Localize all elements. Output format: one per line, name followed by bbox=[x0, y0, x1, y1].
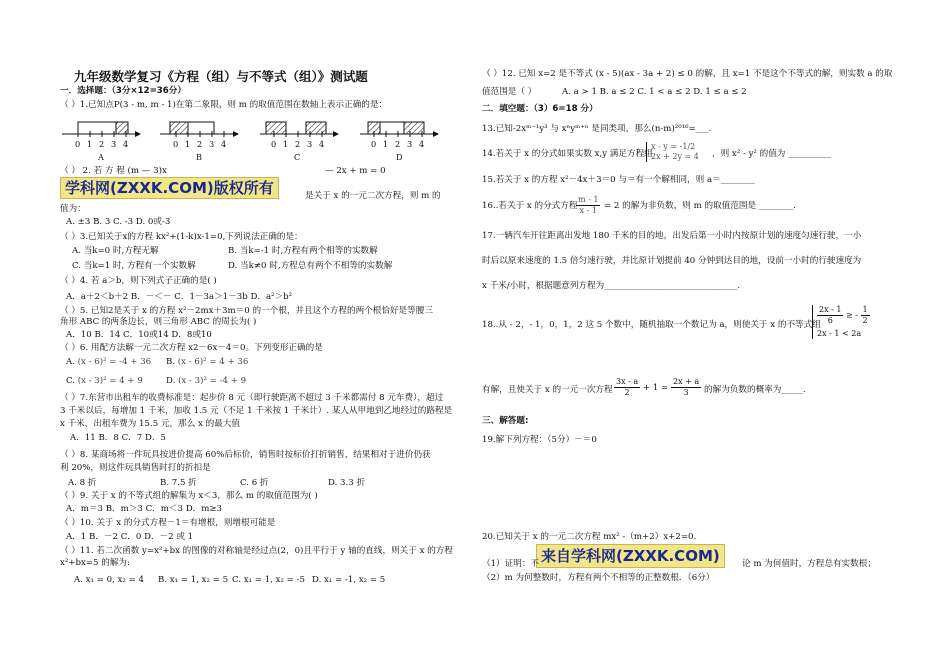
question-20: 20.已知关于 x 的一元二次方程 mx² -（m+2）x+2=0. bbox=[482, 532, 697, 542]
question-8-option-c: C. 6 折 bbox=[240, 478, 269, 488]
section-fill-heading: 二．填空题：（3）6=18 分） bbox=[482, 104, 598, 114]
question-20-part-2: （2）m 为何整数时，方程有两个不相等的正整数根．（6分） bbox=[482, 573, 715, 583]
question-3-option-c: C. 当k=1 时, 方程有一个实数解 bbox=[72, 261, 196, 271]
question-11-option-a: A. x₁ = 0, x₂ = 4 bbox=[74, 575, 144, 585]
question-14-start: 14.若关于 x 的分式如果实数 x,y 满足方程组 bbox=[482, 149, 653, 159]
question-1: （ ）1.已知点P(3 - m, m - 1)在第二象限，则 m 的取值范围在数轴上表示正确的是： bbox=[60, 100, 388, 110]
question-10: （ ）10. 关于 x 的分式方程－1＝有增根，则增根可能是 bbox=[60, 518, 276, 528]
tick-label: 0 bbox=[271, 139, 277, 149]
tick-label: 2 bbox=[395, 139, 401, 149]
q18-inequality-2: 2x - 1 < 2a bbox=[817, 329, 862, 338]
tick-label: 2 bbox=[99, 139, 105, 149]
question-11-line-1: （ ）11. 若二次函数 y=x²+bx 的图像的对称轴是经过点(2，0)且平行于 y 轴的直线，则关于 x 的方程 bbox=[60, 546, 453, 556]
tick-label: 0 bbox=[371, 139, 377, 149]
q1-option-c-label: C bbox=[294, 152, 301, 162]
question-9: （ ）9. 关于 x 的不等式组的解集为 x＜3，那么 m 的取值范围为( ) bbox=[60, 491, 318, 501]
tick-label: 4 bbox=[319, 139, 325, 149]
question-6-option-d: D. (x - 3)² = -4 + 9 bbox=[166, 376, 247, 386]
question-11-option-c: C. x₁ = 1, x₂ = -5 bbox=[232, 575, 305, 585]
question-18-line-1: 18..从 - 2，- 1，0，1，2 这 5 个数中，随机抽取一个数记为 a，则使关于 x 的不等式组 bbox=[482, 320, 821, 330]
tick-label: 4 bbox=[221, 139, 227, 149]
question-17-line-1: 17.一辆汽车开往距离出发地 180 千米的目的地，出发后第一小时内按原计划的速度匀速行驶，一小 bbox=[482, 231, 862, 241]
question-4: （ ）4. 若 a＞b，则下列式子正确的是( ) bbox=[60, 276, 217, 286]
question-14-end: ，则 x² - y² 的值为 __________ bbox=[712, 149, 832, 159]
page-title: 九年级数学复习《方程（组）与不等式（组）》测试题 bbox=[74, 69, 368, 84]
question-7-line-3: x 千米，出租车费为 15.5 元，那么 x 的最大值 bbox=[60, 419, 240, 429]
section-answer-heading: 三、解答题: bbox=[482, 416, 529, 426]
watermark-right: 来自学科网(ZXXK.COM) bbox=[536, 544, 725, 568]
q14-equation-2: 2x + 2y = 4 bbox=[651, 152, 699, 161]
q1-option-d-line bbox=[360, 122, 438, 137]
question-11-line-2: x²+bx=5 的解为: bbox=[60, 558, 130, 568]
q1-option-a-line bbox=[62, 122, 140, 137]
watermark-left: 学科网(ZXXK.COM)版权所有 bbox=[60, 177, 279, 199]
question-2-tail: 值为： bbox=[60, 204, 86, 214]
tick-label: 3 bbox=[209, 139, 215, 149]
tick-label: 0 bbox=[75, 139, 81, 149]
question-16-end: = 2 的解为非负数，则 m 的取值范围是 ________. bbox=[604, 201, 796, 211]
question-2-options: A. ±3 B. 3 C. -3 D. 0或-3 bbox=[66, 217, 171, 227]
question-7-options: A．11 B．8 C．7 D．5 bbox=[70, 433, 166, 443]
tick-label: 2 bbox=[295, 139, 301, 149]
tick-label: 3 bbox=[307, 139, 313, 149]
question-4-options: A．a＋2＜b＋2 B．－＜－ C．1－3a＞1－3b D．a²＞b² bbox=[66, 292, 293, 302]
tick-label: 1 bbox=[87, 139, 93, 149]
question-6-option-b: B. (x - 6)² = 4 + 36 bbox=[166, 357, 249, 367]
q1-option-a-label: A bbox=[98, 152, 104, 162]
tick-label: 3 bbox=[111, 139, 117, 149]
tick-label: 1 bbox=[283, 139, 289, 149]
question-2-continued: 是关于 x 的一元二次方程，则 m 的 bbox=[305, 191, 441, 201]
question-2-start: （ ） 2. 若 方 程 (m — 3)x bbox=[60, 166, 167, 176]
tick-label: 0 bbox=[173, 139, 179, 149]
tick-label: 1 bbox=[383, 139, 389, 149]
question-8-line-1: （ ）8. 某商场将一件玩具按进价提高 60%后标价，销售时按标价打折销售，结果相对于进价仍获 bbox=[60, 450, 431, 460]
question-17-line-2: 时后以原来速度的 1.5 倍匀速行驶，并比原计划提前 40 分钟到达目的地，设前一小时的行驶速度为 bbox=[482, 256, 862, 266]
question-20-part-1-end: 论 m 为何值时，方程总有实数根； bbox=[742, 559, 876, 569]
question-10-options: A．1 B．－2 C．0 D．－2 或 1 bbox=[66, 532, 194, 542]
question-8-option-b: B. 7.5 折 bbox=[160, 478, 197, 488]
question-12-line-1: （ ）12. 已知 x=2 是不等式 (x - 5)(ax - 3a + 2) ≤ 0 的解，且 x=1 不是这个不等式的解，则实数 a 的取 bbox=[482, 69, 893, 79]
question-5-options: A．10 B．14 C．10或14 D．8或10 bbox=[66, 330, 212, 340]
question-18-line-2: 有解，且使关于 x 的一元一次方程 bbox=[482, 385, 613, 395]
question-16-start: 16..若关于 x 的分式方程 bbox=[482, 201, 578, 211]
question-15: 15.若关于 x 的方程 x²－4x＋3＝0 与＝有一个解相同，则 a＝________ bbox=[482, 175, 756, 185]
question-8-option-a: A. 8 折 bbox=[68, 478, 97, 488]
question-13: 13.已知-2xᵐ⁻¹y³ 与 xⁿyᵐ⁺ⁿ 是同类项，那么(n-m)²⁰¹⁶=___. bbox=[482, 124, 712, 134]
question-8-option-d: D. 3.3 折 bbox=[328, 478, 366, 488]
question-20-part-1-start: （1）证明：不 bbox=[482, 559, 540, 569]
tick-label: 4 bbox=[419, 139, 425, 149]
q1-option-b-line bbox=[160, 122, 238, 137]
question-3-option-b: B. 当k=-1 时,方程有两个相等的实数解 bbox=[228, 246, 378, 256]
section-choice-heading: 一．选择题：（3分×12=36分） bbox=[60, 86, 186, 96]
question-7-line-2: 3 千米以后，每增加 1 千米，加收 1.5 元（不足 1 千米按 1 千米计）. 某人从甲地到乙地经过的路程是 bbox=[60, 406, 453, 416]
question-3-option-a: A. 当k=0 时,方程无解 bbox=[72, 246, 159, 256]
tick-label: 2 bbox=[197, 139, 203, 149]
question-9-options: A．m＝3 B．m＞3 C．m＜3 D．m≥3 bbox=[66, 504, 223, 514]
question-7-line-1: （ ）7.东营市出租车的收费标准是：起步价 8 元（即行驶距离不超过 3 千米都需付 8 元车费），超过 bbox=[60, 393, 444, 403]
question-18-end: 的解为负数的概率为_____. bbox=[704, 385, 806, 395]
question-8-line-2: 利 20%，则这件玩具销售时打的折扣是 bbox=[60, 463, 211, 473]
q1-option-d-label: D bbox=[396, 152, 403, 162]
question-6-option-c: C. (x - 3)² = 4 + 9 bbox=[66, 376, 143, 386]
q1-option-b-label: B bbox=[196, 152, 203, 162]
question-19: 19.解下列方程：（5分）－＝0 bbox=[482, 435, 597, 445]
question-17-line-3: x 千米/小时，根据题意列方程为_______________________________. bbox=[482, 281, 741, 291]
tick-label: 4 bbox=[123, 139, 129, 149]
question-12-options: A. a > 1 B. a ≤ 2 C. 1 < a ≤ 2 D. 1 ≤ a ≤ 2 bbox=[562, 87, 747, 97]
question-2-end: — 2x + m = 0 bbox=[325, 166, 386, 176]
tick-label: 3 bbox=[407, 139, 413, 149]
q14-equation-1: x - y = -1/2 bbox=[651, 142, 696, 151]
question-16-fraction: $\frac{m - 1}{x - 1}$ bbox=[578, 195, 599, 215]
question-6-option-a: A. (x - 6)² = -4 + 36 bbox=[66, 357, 152, 367]
question-6: （ ）6. 用配方法解一元二次方程 x2－6x－4＝0。下列变形正确的是 bbox=[60, 343, 323, 353]
question-5-line-1: （ ）5. 已知2是关于 x 的方程 x²－2mx＋3m＝0 的一个根，并且这个方程的两个根恰好是等腰三 bbox=[60, 306, 433, 316]
question-14-system bbox=[646, 142, 699, 162]
question-3: （ ）3.已知关于x的方程 kx²+(1-k)x-1=0,下列说法正确的是： bbox=[60, 232, 303, 242]
question-11-option-b: B. x₁ = 1, x₂ = 5 bbox=[158, 575, 229, 585]
question-5-line-2: 角形 ABC 的两条边长，则三角形 ABC 的周长为( ) bbox=[60, 317, 257, 327]
q1-option-c-line bbox=[260, 122, 338, 137]
question-18-system bbox=[812, 305, 870, 339]
question-3-option-d: D. 当k≠0 时,方程总有两个不相等的实数解 bbox=[228, 261, 393, 271]
question-18-equation: $\frac{3x - a}{2}$ + 1 = $\frac{2x + a}{3}$ bbox=[616, 377, 700, 397]
tick-label: 1 bbox=[185, 139, 191, 149]
question-12-line-2: 值范围是（ ） bbox=[482, 87, 537, 97]
question-11-option-d: D. x₁ = -1, x₂ = 5 bbox=[312, 575, 386, 585]
q1-number-lines bbox=[60, 112, 440, 162]
q18-inequality-1: $\frac{2x - 1}{6}$ ≥ - $\frac{1}{2}$ bbox=[819, 305, 868, 325]
